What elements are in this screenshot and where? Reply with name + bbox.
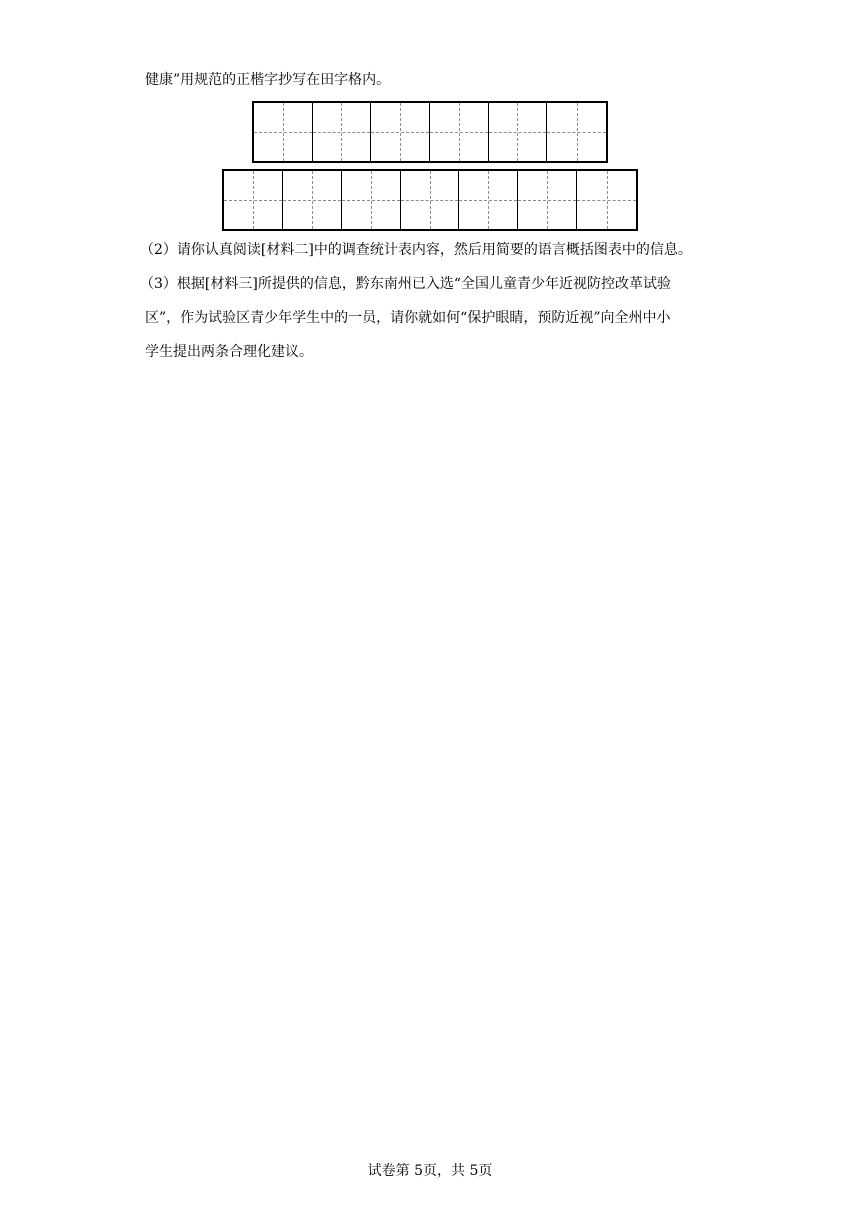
grid-cell[interactable] [401, 171, 460, 229]
question-part3-line2: 区”，作为试验区青少年学生中的一员，请你就如何“保护眼睛，预防近视”向全州中小 [145, 310, 671, 326]
grid-cell[interactable] [371, 103, 430, 161]
page-footer: 试卷第 5页，共 5页 [367, 1163, 493, 1179]
grid-cell[interactable] [254, 103, 313, 161]
grid-cell[interactable] [430, 103, 489, 161]
question-part1-tail: 健康”用规范的正楷字抄写在田字格内。 [145, 72, 391, 88]
writing-grid-row-1[interactable] [252, 101, 608, 163]
question-part3-line1: （3）根据[材料三]所提供的信息，黔东南州已入选“全国儿童青少年近视防控改革试验 [140, 276, 671, 292]
grid-cell[interactable] [577, 171, 636, 229]
grid-cell[interactable] [313, 103, 372, 161]
grid-cell[interactable] [283, 171, 342, 229]
question-part2: （2）请你认真阅读[材料二]中的调查统计表内容，然后用简要的语言概括图表中的信息。 [140, 242, 692, 258]
grid-cell[interactable] [459, 171, 518, 229]
question-part3-line3: 学生提出两条合理化建议。 [145, 344, 313, 360]
grid-cell[interactable] [547, 103, 606, 161]
grid-cell[interactable] [489, 103, 548, 161]
grid-cell[interactable] [342, 171, 401, 229]
grid-cell[interactable] [224, 171, 283, 229]
writing-grid-row-2[interactable] [222, 169, 638, 231]
grid-cell[interactable] [518, 171, 577, 229]
